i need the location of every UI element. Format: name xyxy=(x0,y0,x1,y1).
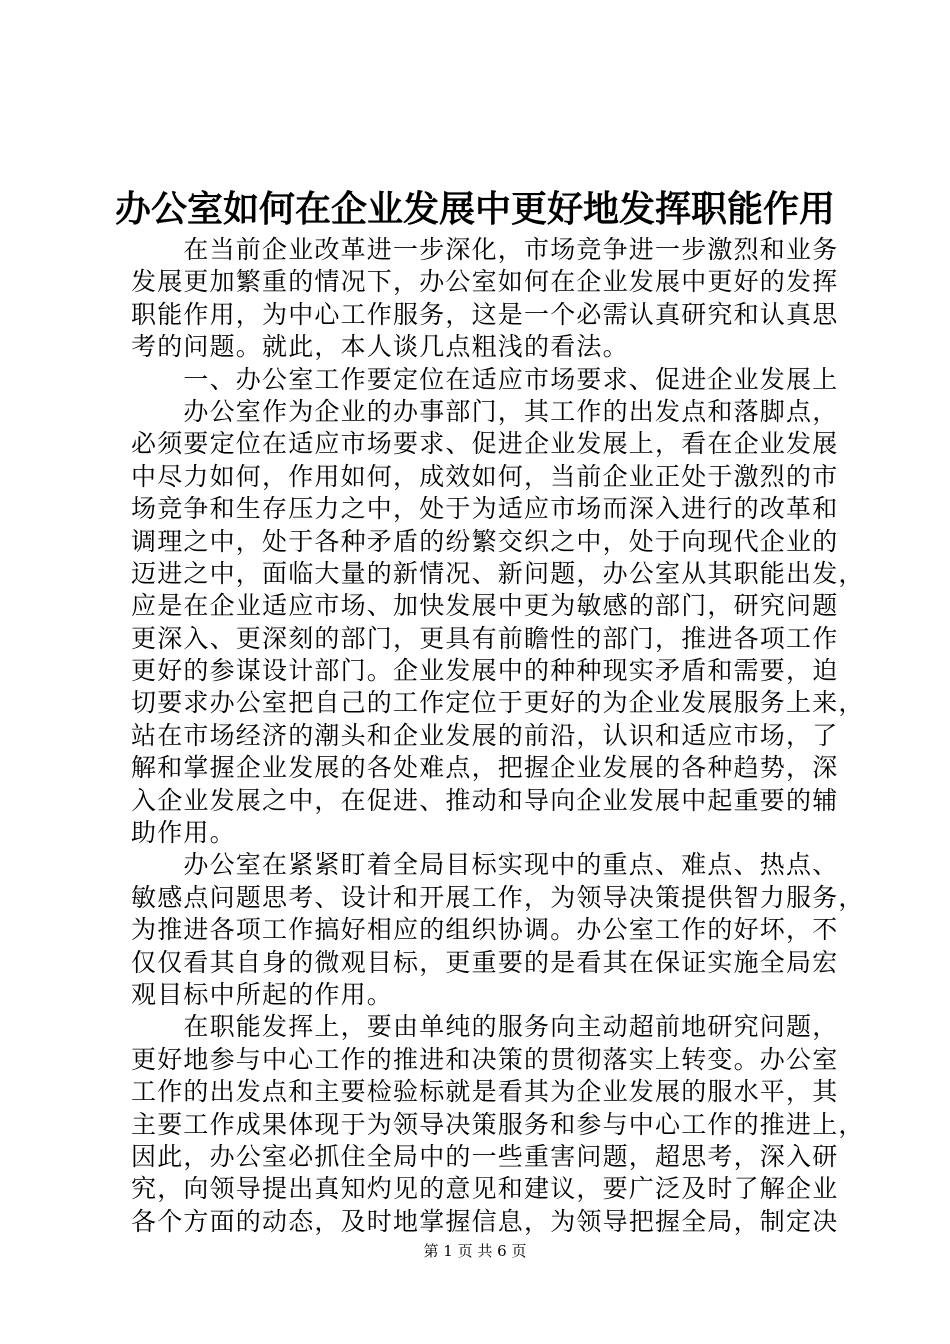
body-line: 切要求办公室把自己的工作定位于更好的为企业发展服务上来， xyxy=(131,688,865,718)
section-heading: 一、办公室工作要定位在适应市场要求、促进企业发展上 xyxy=(131,364,839,394)
body-line: 必须要定位在适应市场要求、促进企业发展上，看在企业发展 xyxy=(131,429,839,459)
body-line: 解和掌握企业发展的各处难点，把握企业发展的各种趋势，深 xyxy=(131,753,839,783)
body-line: 更好的参谋设计部门。企业发展中的种种现实矛盾和需要，迫 xyxy=(131,656,839,686)
document-body xyxy=(131,234,865,1238)
body-line: 场竞争和生存压力之中，处于为适应市场而深入进行的改革和 xyxy=(131,494,839,524)
body-line: 为推进各项工作搞好相应的组织协调。办公室工作的好坏，不 xyxy=(131,915,839,945)
body-line: 助作用。 xyxy=(131,818,236,848)
body-line: 观目标中所起的作用。 xyxy=(131,979,394,1009)
body-line: 办公室作为企业的办事部门，其工作的出发点和落脚点， xyxy=(131,396,839,426)
page-number-footer: 第 1 页 共 6 页 xyxy=(423,1242,527,1260)
body-line: 办公室在紧紧盯着全局目标实现中的重点、难点、热点、 xyxy=(131,850,839,880)
body-line: 职能作用，为中心工作服务，这是一个必需认真研究和认真思 xyxy=(131,299,839,329)
body-line: 仅仅看其自身的微观目标，更重要的是看其在保证实施全局宏 xyxy=(131,947,839,977)
body-line: 考的问题。就此，本人谈几点粗浅的看法。 xyxy=(131,332,629,362)
body-line: 更好地参与中心工作的推进和决策的贯彻落实上转变。办公室 xyxy=(131,1044,839,1074)
body-line: 站在市场经济的潮头和企业发展的前沿，认识和适应市场，了 xyxy=(131,720,839,750)
body-line: 各个方面的动态，及时地掌握信息，为领导把握全局，制定决 xyxy=(131,1206,839,1236)
body-line: 调理之中，处于各种矛盾的纷繁交织之中，处于向现代企业的 xyxy=(131,526,839,556)
body-line: 主要工作成果体现于为领导决策服务和参与中心工作的推进上， xyxy=(131,1109,865,1139)
body-line: 迈进之中，面临大量的新情况、新问题，办公室从其职能出发， xyxy=(131,558,865,588)
body-line: 应是在企业适应市场、加快发展中更为敏感的部门，研究问题 xyxy=(131,591,839,621)
body-line: 工作的出发点和主要检验标就是看其为企业发展的服水平，其 xyxy=(131,1077,839,1107)
body-line: 中尽力如何，作用如何，成效如何，当前企业正处于激烈的市 xyxy=(131,461,839,491)
body-line: 敏感点问题思考、设计和开展工作，为领导决策提供智力服务， xyxy=(131,882,865,912)
body-line: 入企业发展之中，在促进、推动和导向企业发展中起重要的辅 xyxy=(131,785,839,815)
document-title: 办公室如何在企业发展中更好地发挥职能作用 xyxy=(114,188,835,230)
body-line: 因此，办公室必抓住全局中的一些重害问题，超思考，深入研 xyxy=(131,1141,839,1171)
body-line: 究，向领导提出真知灼见的意见和建议，要广泛及时了解企业 xyxy=(131,1174,839,1204)
body-line: 更深入、更深刻的部门，更具有前瞻性的部门，推进各项工作 xyxy=(131,623,839,653)
body-line: 在当前企业改革进一步深化，市场竞争进一步激烈和业务 xyxy=(131,235,839,264)
body-line: 在职能发挥上，要由单纯的服务向主动超前地研究问题， xyxy=(131,1012,839,1042)
body-line: 发展更加繁重的情况下，办公室如何在企业发展中更好的发挥 xyxy=(131,267,839,297)
